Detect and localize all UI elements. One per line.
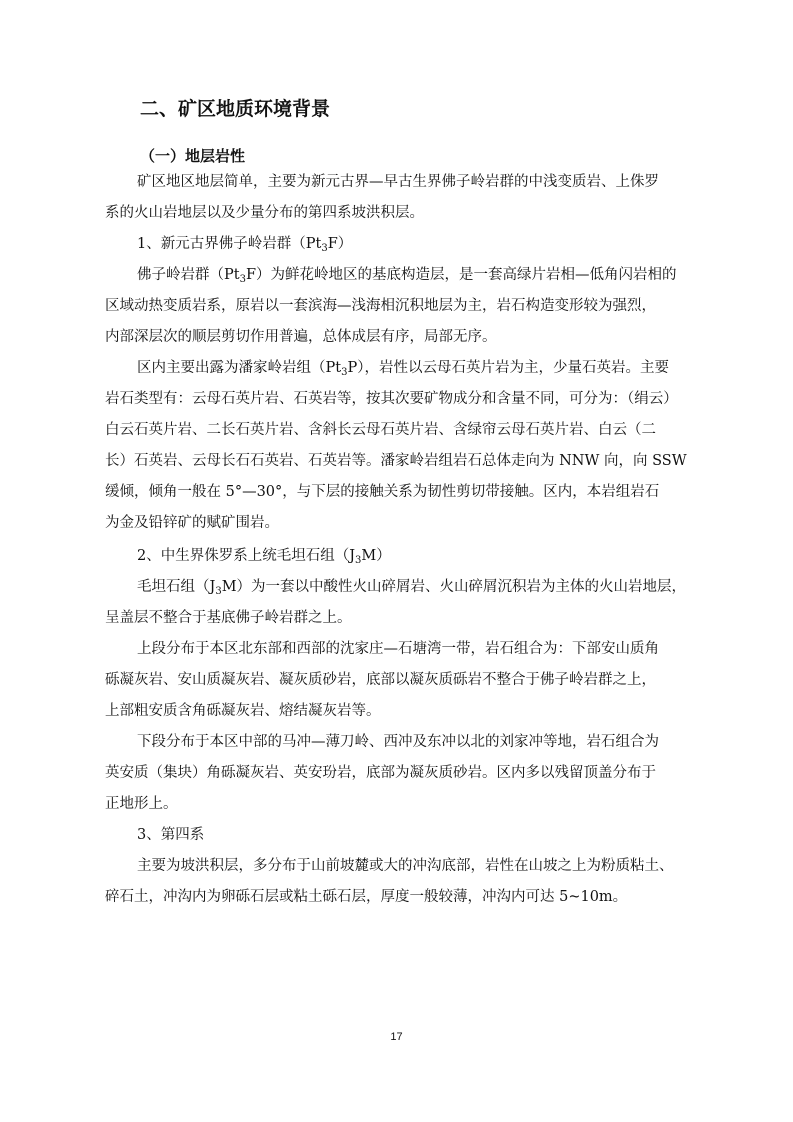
paragraph-line: 上部粗安质含角砾凝灰岩、熔结凝灰岩等。 (105, 703, 381, 719)
paragraph-line: 岩石类型有：云母石英片岩、石英岩等，按其次要矿物成分和含量不同，可分为：（绢云） (105, 391, 678, 407)
paragraph-line: 佛子岭岩群$(Pt_3F)$为鲜花岭地区的基底构造层，是一套高绿片岩相—低角闪岩相的 (137, 267, 677, 285)
section-heading: 二、矿区地质环境背景 (140, 98, 331, 120)
subsection-title: 1、新元古界佛子岭岩群$(Pt_3F)$ (137, 236, 353, 254)
paragraph-line: 缓倾，倾角一般在 5°—30°，与下层的接触关系为韧性剪切带接触。区内，本岩组岩石 (105, 484, 660, 500)
paragraph-line: 长）石英岩、云母长石石英岩、石英岩等。潘家岭岩组岩石总体走向为 NNW 向，向 SSW (105, 453, 687, 469)
paragraph-line: 毛坦石组$(J_3M)$为一套以中酸性火山碎屑岩、火山碎屑沉积岩为主体的火山岩地层， (137, 579, 687, 597)
subsection-title: 3、第四系 (137, 827, 205, 843)
page-number: 17 (390, 1031, 403, 1043)
paragraph-line: 区内主要出露为潘家岭岩组$(Pt_3P)$，岩性以云母石英片岩为主，少量石英岩。主要 (137, 360, 669, 378)
paragraph-line: 砾凝灰岩、安山质凝灰岩、凝灰质砂岩，底部以凝灰质砾岩不整合于佛子岭岩群之上， (105, 672, 656, 688)
paragraph-line: 白云石英片岩、二长石英片岩、含斜长云母石英片岩、含绿帘云母石英片岩、白云（二 (105, 422, 656, 438)
paragraph-line: 内部深层次的顺层剪切作用普遍，总体成层有序，局部无序。 (105, 329, 497, 345)
paragraph-line: 矿区地区地层简单，主要为新元古界—早古生界佛子岭岩群的中浅变质岩、上侏罗 (137, 174, 659, 190)
paragraph-line: 为金及铅锌矿的赋矿围岩。 (105, 515, 279, 531)
subsection-heading: （一）地层岩性 (140, 147, 246, 165)
paragraph-line: 英安质（集块）角砾凝灰岩、英安玢岩，底部为凝灰质砂岩。区内多以残留顶盖分布于 (105, 765, 656, 781)
paragraph-line: 主要为坡洪积层，多分布于山前坡麓或大的冲沟底部，岩性在山坡之上为粉质粘土、 (137, 858, 674, 874)
paragraph-line: 下段分布于本区中部的马冲—薄刀岭、西冲及东冲以北的刘家冲等地，岩石组合为 (137, 734, 659, 750)
paragraph-line: 正地形上。 (105, 796, 178, 812)
paragraph-line: 区域动热变质岩系，原岩以一套滨海—浅海相沉积地层为主，岩石构造变形较为强烈， (105, 298, 656, 314)
subsection-title: 2、中生界侏罗系上统毛坦石组$(J_3M)$ (137, 548, 391, 566)
paragraph-line: 上段分布于本区北东部和西部的沈家庄—石塘湾一带，岩石组合为：下部安山质角 (137, 641, 659, 657)
paragraph-line: 呈盖层不整合于基底佛子岭岩群之上。 (105, 610, 352, 626)
paragraph-line: 碎石土，冲沟内为卵砾石层或粘土砾石层，厚度一般较薄，冲沟内可达 5~10m。 (105, 889, 628, 905)
paragraph-line: 系的火山岩地层以及少量分布的第四系坡洪积层。 (105, 205, 424, 221)
